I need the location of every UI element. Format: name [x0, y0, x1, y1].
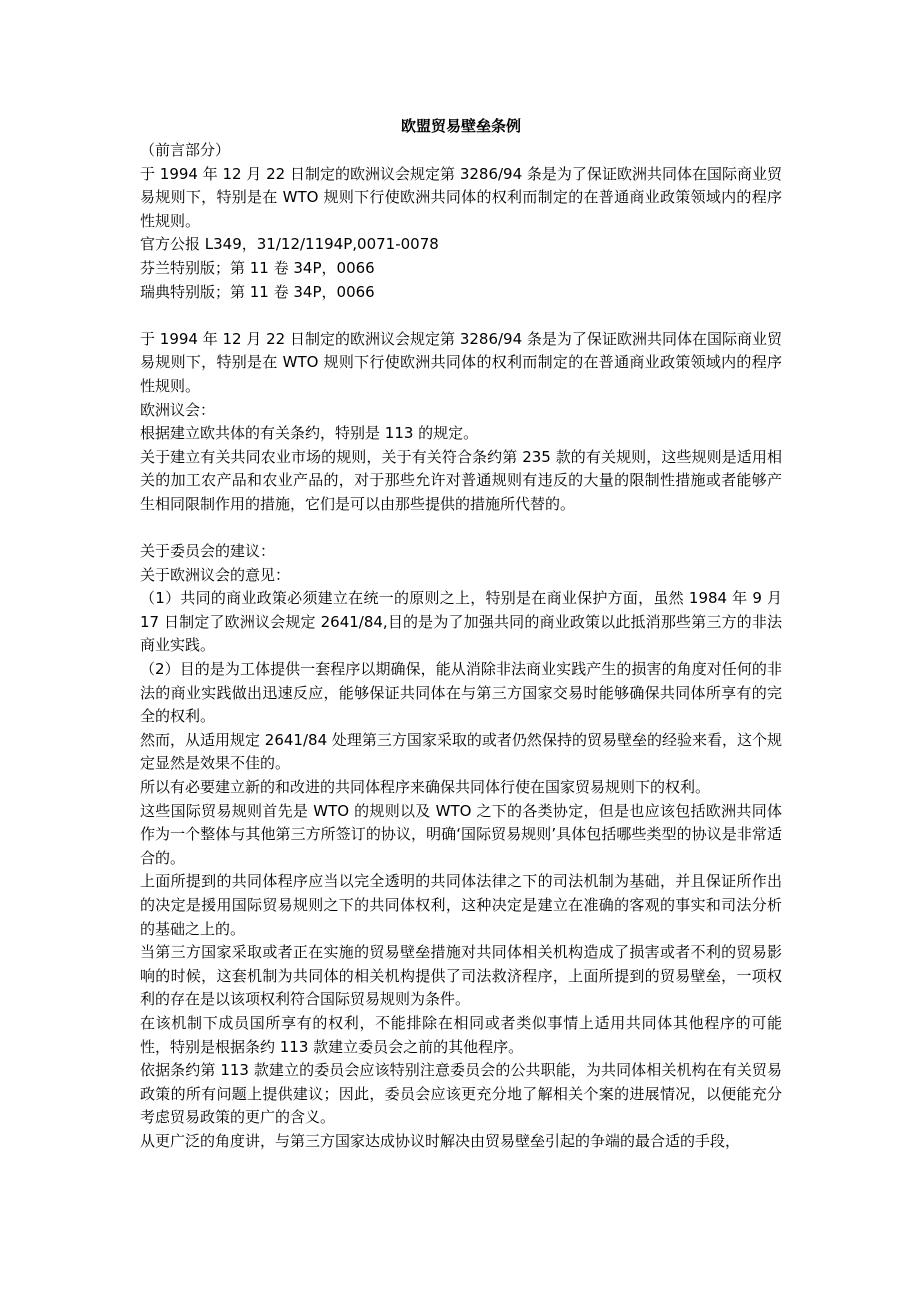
paragraph-official-journal: 官方公报 L349，31/12/1194P,0071-0078	[140, 235, 439, 254]
paragraph-remedy: 当第三方国家采取或者正在实施的贸易壁垒措施对共同体相关机构造成了损害或者不利的贸易影响的时候，这套机制为共同体的相关机构提供了司法救济程序，上面所提到的贸易壁垒，一项权利的存在是以该项权利符合国际贸易规则为条件。	[140, 943, 782, 1009]
blank-line	[140, 517, 782, 541]
paragraph-swedish-edition: 瑞典特别版；第 11 卷 34P，0066	[140, 282, 375, 301]
paragraph-judicial-mechanism: 上面所提到的共同体程序应当以完全透明的共同体法律之下的司法机制为基础，并且保证所作出的决定是援用国际贸易规则之下的共同体权利，这种决定是建立在准确的客观的事实和司法分析的基础之上的。	[140, 872, 782, 938]
paragraph-treaty-basis: 根据建立欧共体的有关条约，特别是 113 的规定。	[140, 424, 479, 443]
paragraph-committee: 依据条约第 113 款建立的委员会应该特别注意委员会的公共职能，为共同体相关机构在有关贸易政策的所有问题上提供建议；因此，委员会应该更充分地了解相关个案的进展情况，以便能充分考虑贸易政策的更广的含义。	[140, 1061, 782, 1127]
paragraph-agricultural-rules: 关于建立有关共同农业市场的规则，关于有关符合条约第 235 款的有关规则，这些规则是适用相关的加工农产品和农业产品的，对于那些允许对普通规则有违反的大量的限制性措施或者能够产生相同限制作用的措施，它们是可以由那些提供的措施所代替的。	[140, 447, 782, 513]
preface-label: （前言部分）	[140, 141, 231, 159]
document-title: 欧盟贸易壁垒条例	[400, 117, 521, 135]
paragraph-wto-rules: 这些国际贸易规则首先是 WTO 的规则以及 WTO 之下的各类协定，但是也应该包括欧洲共同体作为一个整体与其他第三方所签订的协议，明确‘国际贸易规则’具体包括哪些类型的协议是非常适合的。	[140, 801, 782, 867]
paragraph-new-procedure: 所以有必要建立新的和改进的共同体程序来确保共同体行使在国家贸易规则下的权利。	[140, 778, 711, 797]
paragraph-broader-view: 从更广泛的角度讲，与第三方国家达成协议时解决由贸易壁垒引起的争端的最合适的手段，	[140, 1131, 741, 1150]
paragraph-commission-proposal: 关于委员会的建议：	[140, 542, 276, 561]
paragraph-parliament-opinion: 关于欧洲议会的意见：	[140, 565, 291, 584]
paragraph-recital-2: （2）目的是为工体提供一套程序以期确保，能从消除非法商业实践产生的损害的角度对任何的非法的商业实践做出迅速反应，能够保证共同体在与第三方国家交易时能够确保共同体所享有的完全的权利。	[140, 660, 782, 726]
paragraph-intro: 于 1994 年 12 月 22 日制定的欧洲议会规定第 3286/94 条是为了保证欧洲共同体在国际商业贸易规则下，特别是在 WTO 规则下行使欧洲共同体的权利而制定的在普通商业政策领域内的程序性规则。	[140, 164, 782, 230]
paragraph-finnish-edition: 芬兰特别版；第 11 卷 34P，0066	[140, 258, 375, 277]
paragraph-european-council: 欧洲议会：	[140, 400, 216, 419]
paragraph-intro-repeat: 于 1994 年 12 月 22 日制定的欧洲议会规定第 3286/94 条是为了保证欧洲共同体在国际商业贸易规则下，特别是在 WTO 规则下行使欧洲共同体的权利而制定的在普通商业政策领域内的程序性规则。	[140, 329, 782, 395]
paragraph-recital-1: （1）共同的商业政策必须建立在统一的原则之上，特别是在商业保护方面，虽然 1984 年 9 月 17 日制定了欧洲议会规定 2641/84,目的是为了加强共同的商业政策以此抵消那些第三方的非法商业实践。	[140, 589, 782, 655]
blank-line	[140, 304, 782, 328]
paragraph-member-rights: 在该机制下成员国所享有的权利，不能排除在相同或者类似事情上适用共同体其他程序的可能性，特别是根据条约 113 款建立委员会之前的其他程序。	[140, 1013, 782, 1056]
paragraph-experience: 然而，从适用规定 2641/84 处理第三方国家采取的或者仍然保持的贸易壁垒的经验来看，这个规定显然是效果不佳的。	[140, 730, 782, 773]
